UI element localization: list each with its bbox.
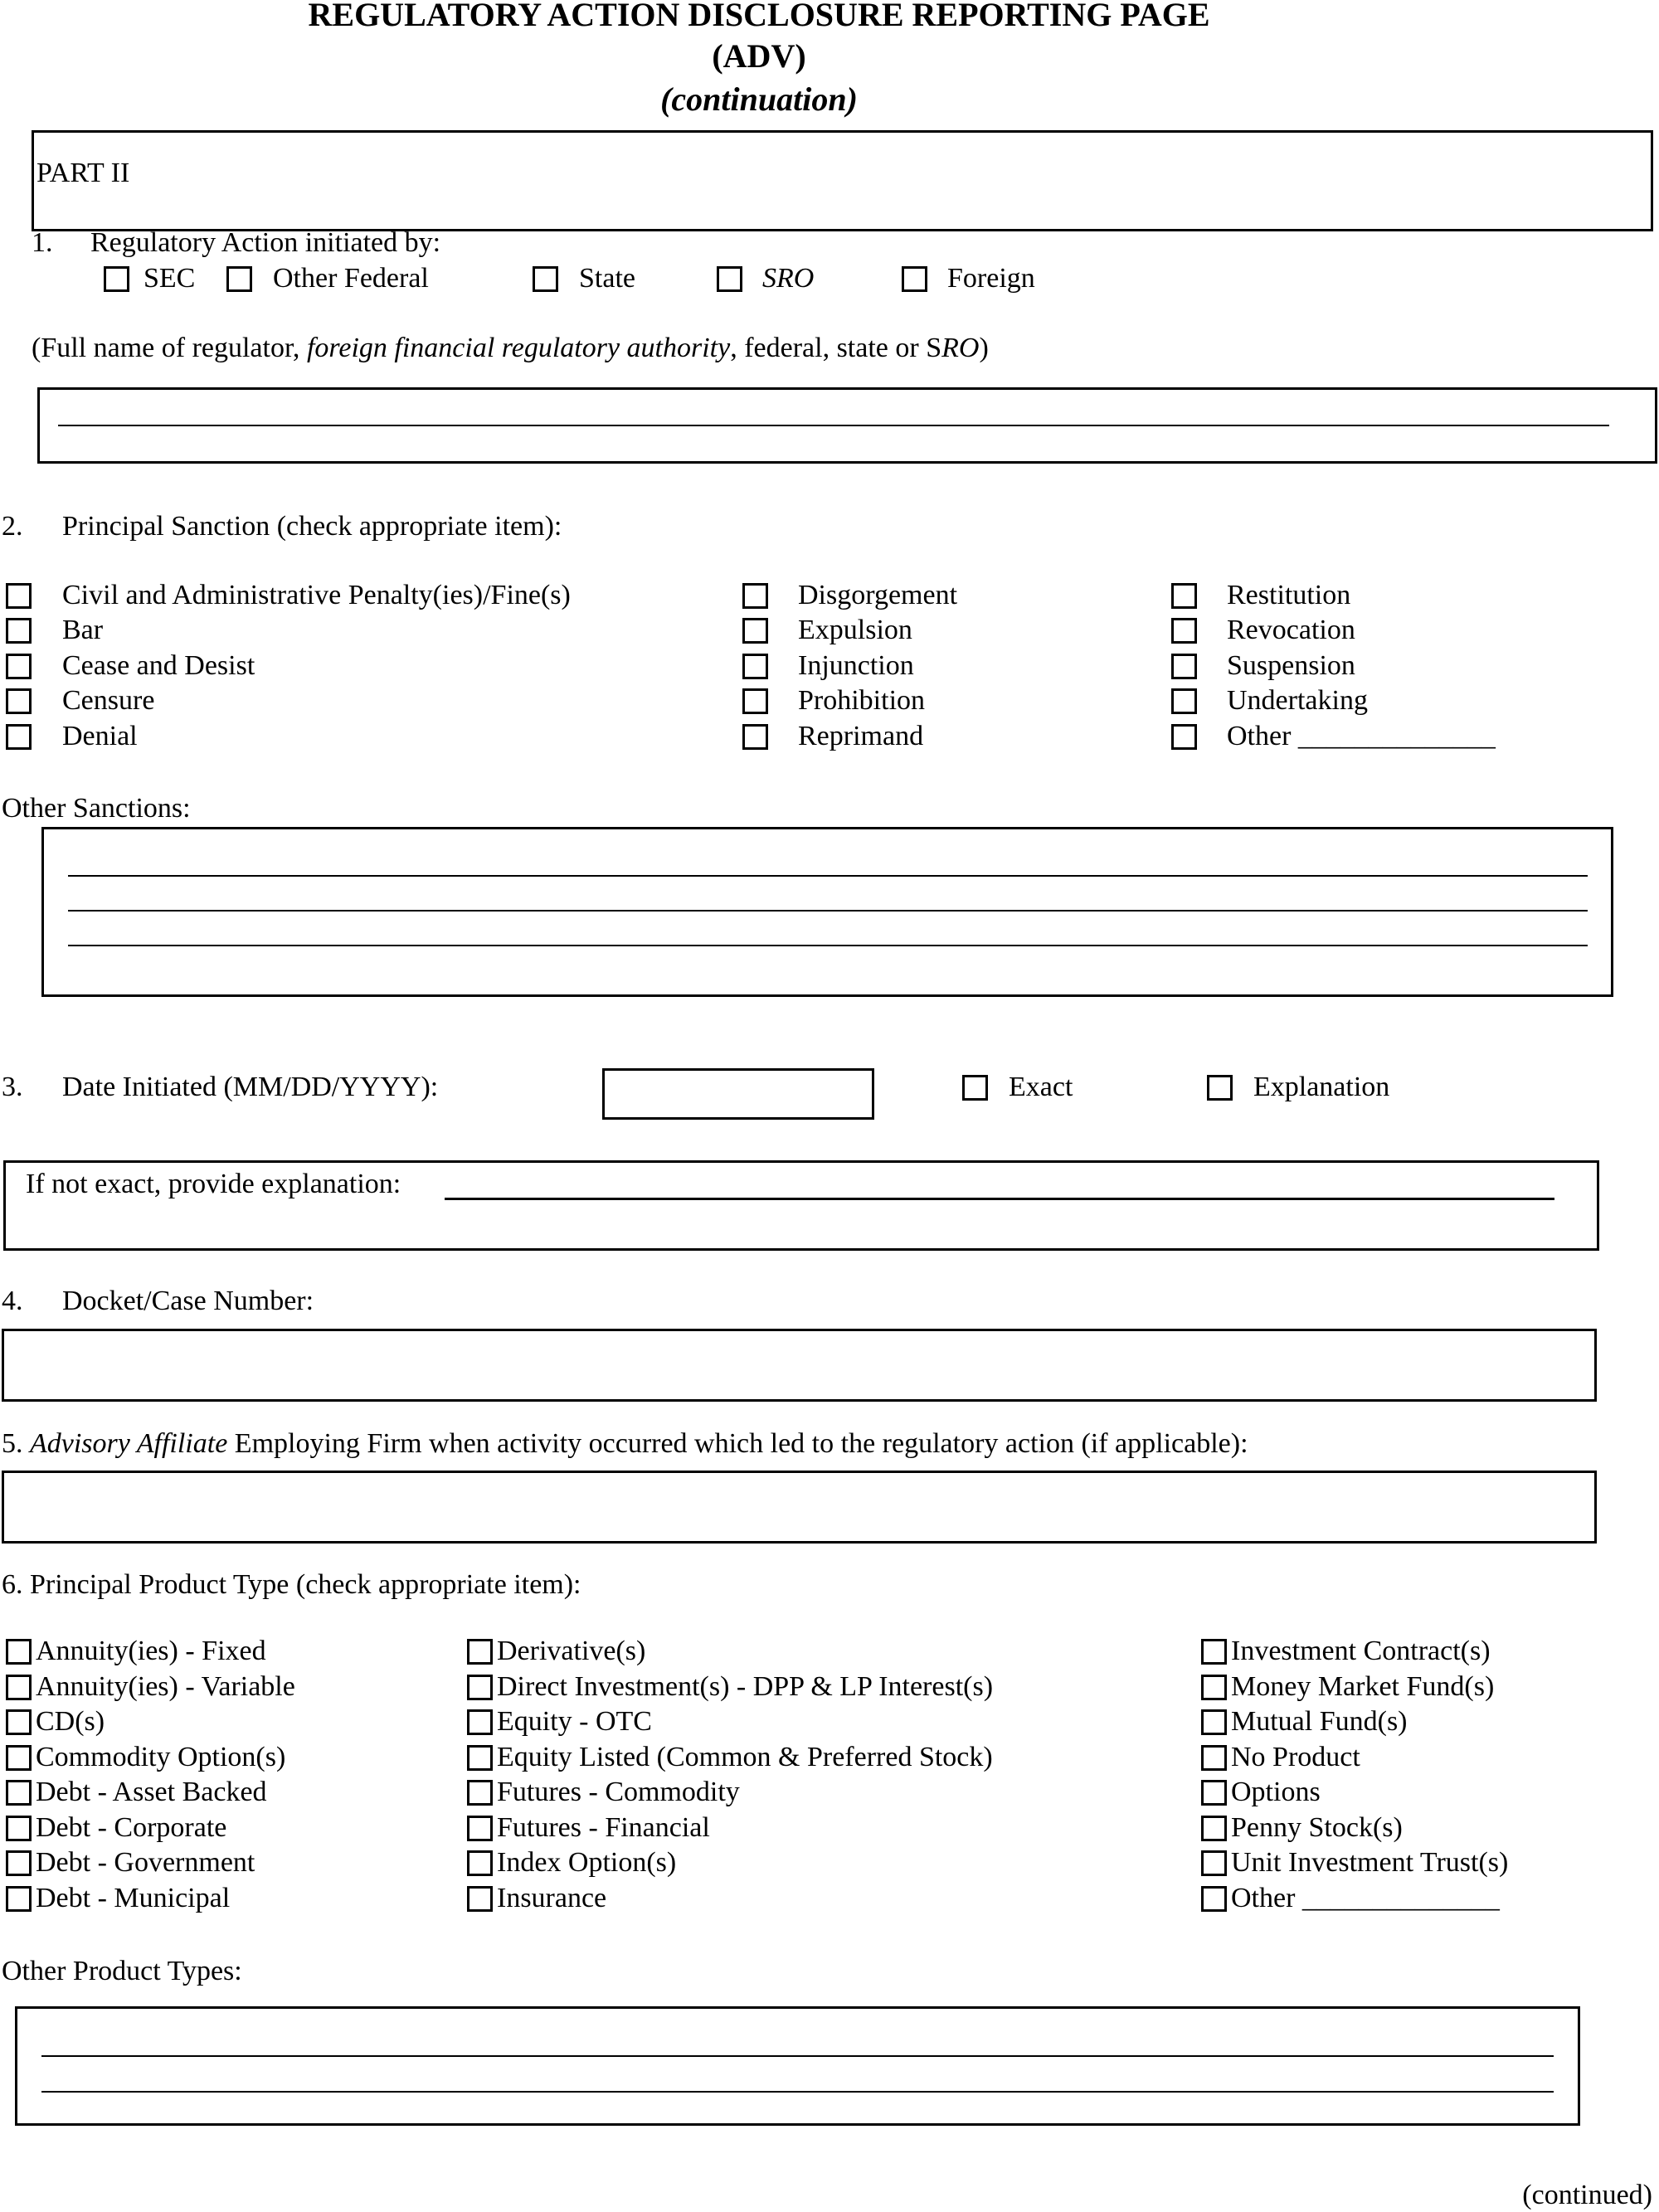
q2-label: Principal Sanction (check appropriate item): xyxy=(62,511,562,542)
other-products-line xyxy=(41,2055,1554,2057)
checkbox-product[interactable] xyxy=(6,1639,32,1665)
explanation-field-label: If not exact, provide explanation: xyxy=(26,1169,401,1199)
product-label: Equity - OTC xyxy=(497,1706,652,1737)
checkbox-product[interactable] xyxy=(467,1745,493,1771)
product-label: Other ______________ xyxy=(1231,1883,1500,1913)
checkbox-product[interactable] xyxy=(6,1745,32,1771)
other-sanctions-line xyxy=(68,945,1588,946)
checkbox-product[interactable] xyxy=(6,1780,32,1806)
other-products-label: Other Product Types: xyxy=(2,1956,242,1986)
q5-label xyxy=(2,1427,1248,1461)
product-label: Annuity(ies) - Variable xyxy=(36,1671,295,1702)
checkbox-sanction[interactable] xyxy=(742,724,768,750)
checkbox-sanction[interactable] xyxy=(742,654,768,679)
docket-number-input[interactable] xyxy=(2,1329,1597,1402)
sanction-label: Censure xyxy=(62,685,155,716)
product-label: No Product xyxy=(1231,1742,1360,1772)
sanction-label: Undertaking xyxy=(1227,685,1368,716)
product-label: Penny Stock(s) xyxy=(1231,1812,1403,1843)
page-title: REGULATORY ACTION DISCLOSURE REPORTING PAGE xyxy=(308,0,1210,33)
sanction-label: Restitution xyxy=(1227,580,1351,610)
regulator-name-label-a: (Full name of regulator, xyxy=(32,333,307,363)
q5-text: Employing Firm when activity occurred which led to the regulatory action (if applicable): xyxy=(227,1428,1248,1459)
date-initiated-input[interactable] xyxy=(602,1068,874,1120)
q4-number: 4. xyxy=(2,1286,23,1316)
checkbox-sanction[interactable] xyxy=(742,618,768,644)
other-sanctions-line xyxy=(68,910,1588,912)
product-label: Debt - Government xyxy=(36,1847,255,1878)
sanction-label: Suspension xyxy=(1227,650,1355,681)
page-subtitle: (continuation) xyxy=(660,80,858,118)
checkbox-sanction[interactable] xyxy=(6,583,32,609)
product-label: Unit Investment Trust(s) xyxy=(1231,1847,1509,1878)
q5-prefix: 5. xyxy=(2,1428,30,1459)
product-label: Direct Investment(s) - DPP & LP Interest(s) xyxy=(497,1671,994,1702)
option-other-federal: Other Federal xyxy=(273,263,429,294)
checkbox-sanction[interactable] xyxy=(742,688,768,714)
option-foreign: Foreign xyxy=(947,263,1035,294)
checkbox-sanction[interactable] xyxy=(1171,724,1197,750)
checkbox-product[interactable] xyxy=(467,1709,493,1735)
checkbox-sec[interactable] xyxy=(104,266,129,292)
q6-label: 6. Principal Product Type (check appropriate item): xyxy=(2,1569,581,1600)
checkbox-product[interactable] xyxy=(1201,1745,1227,1771)
continued-note: (continued) xyxy=(1522,2180,1652,2210)
checkbox-sanction[interactable] xyxy=(6,688,32,714)
checkbox-sanction[interactable] xyxy=(6,654,32,679)
product-label: Futures - Financial xyxy=(497,1812,710,1843)
checkbox-sanction[interactable] xyxy=(6,618,32,644)
checkbox-sanction[interactable] xyxy=(1171,654,1197,679)
product-label: Money Market Fund(s) xyxy=(1231,1671,1495,1702)
sanction-label: Civil and Administrative Penalty(ies)/Fine(s) xyxy=(62,580,571,610)
checkbox-product[interactable] xyxy=(6,1709,32,1735)
product-label: Debt - Municipal xyxy=(36,1883,231,1913)
other-sanctions-line xyxy=(68,875,1588,877)
employing-firm-input[interactable] xyxy=(2,1471,1597,1544)
sanction-label: Reprimand xyxy=(798,721,924,751)
q1-number: 1. xyxy=(32,227,53,258)
checkbox-product[interactable] xyxy=(1201,1886,1227,1912)
q5-italic: Advisory Affiliate xyxy=(30,1428,228,1459)
sanction-label: Other ______________ xyxy=(1227,721,1496,751)
product-label: Options xyxy=(1231,1777,1321,1807)
q2-number: 2. xyxy=(2,511,23,542)
sanction-label: Revocation xyxy=(1227,615,1355,645)
form-code: (ADV) xyxy=(712,37,806,75)
checkbox-product[interactable] xyxy=(467,1780,493,1806)
product-label: Equity Listed (Common & Preferred Stock) xyxy=(497,1742,993,1772)
checkbox-explanation[interactable] xyxy=(1207,1075,1233,1101)
sanction-label: Disgorgement xyxy=(798,580,958,610)
product-label: Mutual Fund(s) xyxy=(1231,1706,1408,1737)
checkbox-sanction[interactable] xyxy=(1171,618,1197,644)
other-products-line xyxy=(41,2091,1554,2093)
checkbox-sanction[interactable] xyxy=(742,583,768,609)
regulator-name-label xyxy=(32,332,989,365)
other-sanctions-field[interactable] xyxy=(41,827,1613,997)
option-sro: SRO xyxy=(762,263,815,294)
q1-label: Regulatory Action initiated by: xyxy=(90,227,441,258)
product-label: Index Option(s) xyxy=(497,1847,677,1878)
checkbox-sanction[interactable] xyxy=(1171,688,1197,714)
other-sanctions-label: Other Sanctions: xyxy=(2,793,191,824)
other-products-field[interactable] xyxy=(15,2006,1580,2126)
option-state: State xyxy=(579,263,635,294)
regulator-name-line xyxy=(58,425,1609,426)
checkbox-product[interactable] xyxy=(1201,1639,1227,1665)
checkbox-product[interactable] xyxy=(1201,1816,1227,1841)
product-label: Annuity(ies) - Fixed xyxy=(36,1636,266,1666)
exact-label: Exact xyxy=(1009,1072,1073,1102)
regulator-name-label-d: RO xyxy=(941,333,980,363)
checkbox-product[interactable] xyxy=(1201,1675,1227,1700)
checkbox-product[interactable] xyxy=(6,1816,32,1841)
checkbox-sanction[interactable] xyxy=(6,724,32,750)
checkbox-product[interactable] xyxy=(467,1816,493,1841)
product-label: Insurance xyxy=(497,1883,607,1913)
checkbox-product[interactable] xyxy=(6,1675,32,1700)
product-label: Investment Contract(s) xyxy=(1231,1636,1491,1666)
checkbox-exact[interactable] xyxy=(962,1075,988,1101)
checkbox-product[interactable] xyxy=(467,1886,493,1912)
checkbox-state[interactable] xyxy=(533,266,558,292)
product-label: Derivative(s) xyxy=(497,1636,646,1666)
sanction-label: Injunction xyxy=(798,650,914,681)
sanction-label: Cease and Desist xyxy=(62,650,255,681)
q3-number: 3. xyxy=(2,1072,23,1102)
sanction-label: Prohibition xyxy=(798,685,926,716)
checkbox-product[interactable] xyxy=(467,1850,493,1876)
sanction-label: Expulsion xyxy=(798,615,912,645)
checkbox-product[interactable] xyxy=(467,1675,493,1700)
q4-label: Docket/Case Number: xyxy=(62,1286,314,1316)
checkbox-product[interactable] xyxy=(6,1886,32,1912)
product-label: Commodity Option(s) xyxy=(36,1742,286,1772)
checkbox-other-federal[interactable] xyxy=(226,266,252,292)
option-sec: SEC xyxy=(144,263,196,294)
checkbox-product[interactable] xyxy=(1201,1709,1227,1735)
regulator-name-label-b: foreign financial regulatory authority xyxy=(306,333,731,363)
explanation-line xyxy=(445,1198,1554,1200)
checkbox-sro[interactable] xyxy=(717,266,742,292)
part-box xyxy=(32,130,1653,231)
product-label: CD(s) xyxy=(36,1706,105,1737)
regulator-name-label-c: , federal, state or S xyxy=(730,333,942,363)
checkbox-product[interactable] xyxy=(6,1850,32,1876)
q3-label: Date Initiated (MM/DD/YYYY): xyxy=(62,1072,439,1102)
checkbox-product[interactable] xyxy=(467,1639,493,1665)
explanation-label: Explanation xyxy=(1253,1072,1390,1102)
regulator-name-label-e: ) xyxy=(979,333,989,363)
product-label: Futures - Commodity xyxy=(497,1777,740,1807)
part-label: PART II xyxy=(36,158,130,188)
checkbox-product[interactable] xyxy=(1201,1850,1227,1876)
checkbox-product[interactable] xyxy=(1201,1780,1227,1806)
product-label: Debt - Asset Backed xyxy=(36,1777,267,1807)
sanction-label: Denial xyxy=(62,721,138,751)
checkbox-foreign[interactable] xyxy=(902,266,927,292)
checkbox-sanction[interactable] xyxy=(1171,583,1197,609)
product-label: Debt - Corporate xyxy=(36,1812,227,1843)
sanction-label: Bar xyxy=(62,615,104,645)
